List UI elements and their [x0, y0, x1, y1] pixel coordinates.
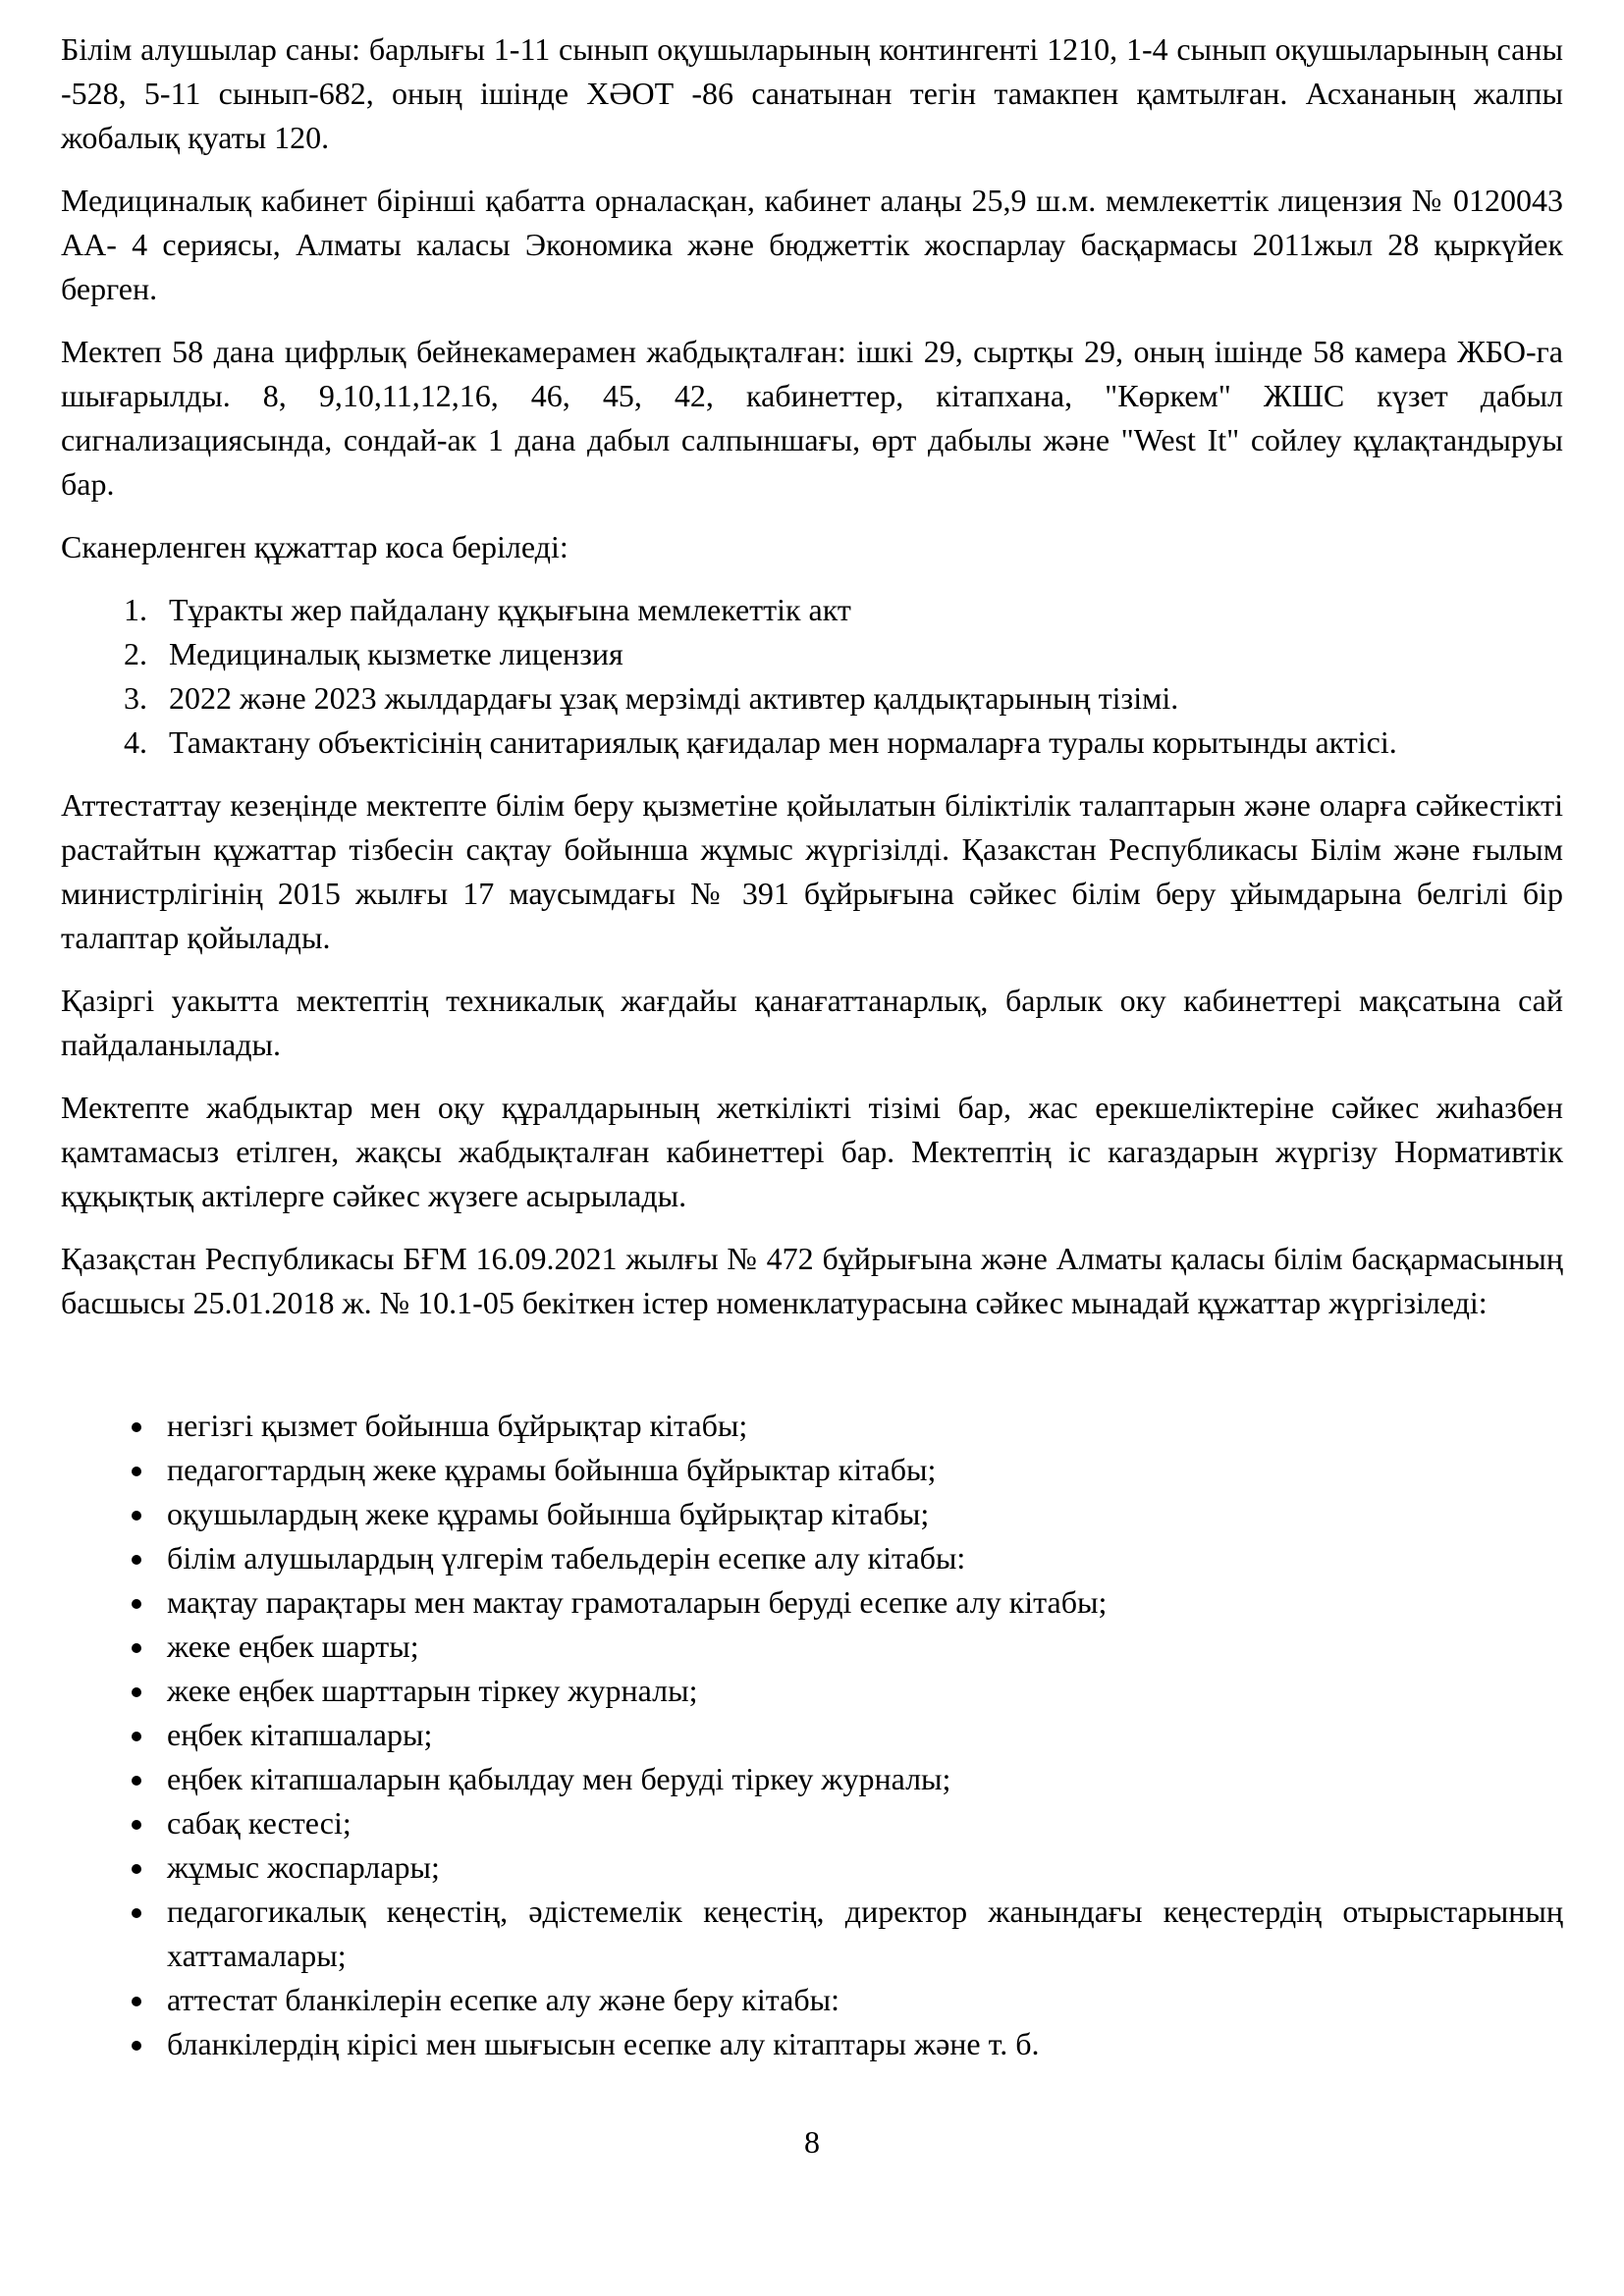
numbered-list-item: 3. 2022 және 2023 жылдардағы ұзақ мерзімді активтер қалдықтарының тізімі. — [155, 676, 1563, 721]
scanned-documents-list — [61, 588, 1563, 765]
paragraph-scanned-docs-intro: Сканерленген құжаттар коса беріледі: — [61, 529, 568, 564]
paragraph-video-cameras: Мектеп 58 дана цифрлық бейнекамерамен жабдықталған: ішкі 29, сыртқы 29, оның ішінде 58 камера ЖБО-га шығарылды. 8, 9,10,11,12,16, 46, 45, 42, кабинеттер, кітапхана, "Көркем" ЖШС күзет дабыл сигнализациясында, сондай-ак 1 дана дабыл салпыншағы, өрт дабылы және "West It" сойлеу құлақтандыруы бар. — [61, 334, 1563, 502]
numbered-list-item: 2. Медициналық кызметке лицензия — [155, 632, 1563, 676]
page-number: 8 — [804, 2124, 820, 2160]
numbered-list-item: 4. Тамактану объектісінің санитариялық қағидалар мен нормаларға туралы корытынды актісі. — [155, 721, 1563, 765]
paragraph-students-count: Білім алушылар саны: барлығы 1-11 сынып оқушыларының контингенті 1210, 1-4 сынып оқушыларының саны -528, 5-11 сынып-682, оның ішінде ХӘОТ -86 санатынан тегін тамакпен қамтылған. Асхананың жалпы жобалық қуаты 120. — [61, 31, 1563, 155]
paragraph-nomenclature: Қазақстан Республикасы БҒМ 16.09.2021 жылғы № 472 бұйрығына және Алматы қаласы білім басқармасының басшысы 25.01.2018 ж. № 10.1-05 бекіткен істер номенклатурасына сәйкес мынадай құжаттар жүргізіледі: — [61, 1241, 1563, 1320]
paragraph-equipment: Мектепте жабдыктар мен оқу құралдарының жеткілікті тізімі бар, жас ерекшеліктеріне сәйкес жиһазбен қамтамасыз етілген, жақсы жабдықталған кабинеттері бар. Мектептің іс кагаздарын жүргізу Нормативтік құқықтық актілерге сәйкес жүзеге асырылады. — [61, 1090, 1563, 1213]
bullet-list-item: • жеке еңбек шарттарын тіркеу журналы; — [157, 1669, 1563, 1713]
bullet-list-item: • оқушылардың жеке құрамы бойынша бұйрықтар кітабы; — [157, 1492, 1563, 1536]
bullet-list-item: • жеке еңбек шарты; — [157, 1625, 1563, 1669]
paragraph-medical-cabinet: Медициналық кабинет бірінші қабатта орналасқан, кабинет алаңы 25,9 ш.м. мемлекеттік лицензия № 0120043 АА- 4 сериясы, Алматы каласы Экономика және бюджеттік жоспарлау басқармасы 2011жыл 28 қыркүйек берген. — [61, 183, 1563, 306]
bullet-list-item: • еңбек кітапшаларын қабылдау мен беруді тіркеу журналы; — [157, 1757, 1563, 1801]
paragraph-technical-condition: Қазіргі уакытта мектептің техникалық жағдайы қанағаттанарлық, барлык оку кабинеттері мақсатына сай пайдаланылады. — [61, 983, 1563, 1062]
bullet-list-item: • сабақ кестесі; — [157, 1801, 1563, 1845]
bullet-list-item: • негізгі қызмет бойынша бұйрықтар кітабы; — [157, 1404, 1563, 1448]
bullet-list-item: • бланкілердің кірісі мен шығысын есепке алу кітаптары және т. б. — [157, 2022, 1563, 2066]
bullet-list-item: • педагогикалық кеңестің, әдістемелік кеңестің, директор жанындағы кеңестердің отырыстарының хаттамалары; — [157, 1890, 1563, 1978]
numbered-list-item: 1. Тұракты жер пайдалану құқығына мемлекеттік акт — [155, 588, 1563, 632]
bullet-list-item: • мақтау парақтары мен мактау грамоталарын беруді есепке алу кітабы; — [157, 1580, 1563, 1625]
bullet-list-item: • педагогтардың жеке құрамы бойынша бұйрыктар кітабы; — [157, 1448, 1563, 1492]
bullet-list-item: • білім алушылардың үлгерім табельдерін есепке алу кітабы: — [157, 1536, 1563, 1580]
bullet-list-item: • аттестат бланкілерін есепке алу және беру кітабы: — [157, 1978, 1563, 2022]
bullet-list-item: • еңбек кітапшалары; — [157, 1713, 1563, 1757]
documents-bullet-list — [61, 1404, 1563, 2066]
bullet-list-item: • жұмыс жоспарлары; — [157, 1845, 1563, 1890]
paragraph-attestation: Аттестаттау кезеңінде мектепте білім беру қызметіне қойылатын біліктілік талаптарын және оларға сәйкестікті растайтын құжаттар тізбесін сақтау бойынша жұмыс жүргізілді. Қазакстан Республикасы Білім және ғылым министрлігінің 2015 жылғы 17 маусымдағы № 391 бұйрығына сәйкес білім беру ұйымдарына белгілі бір талаптар қойылады. — [61, 787, 1563, 955]
